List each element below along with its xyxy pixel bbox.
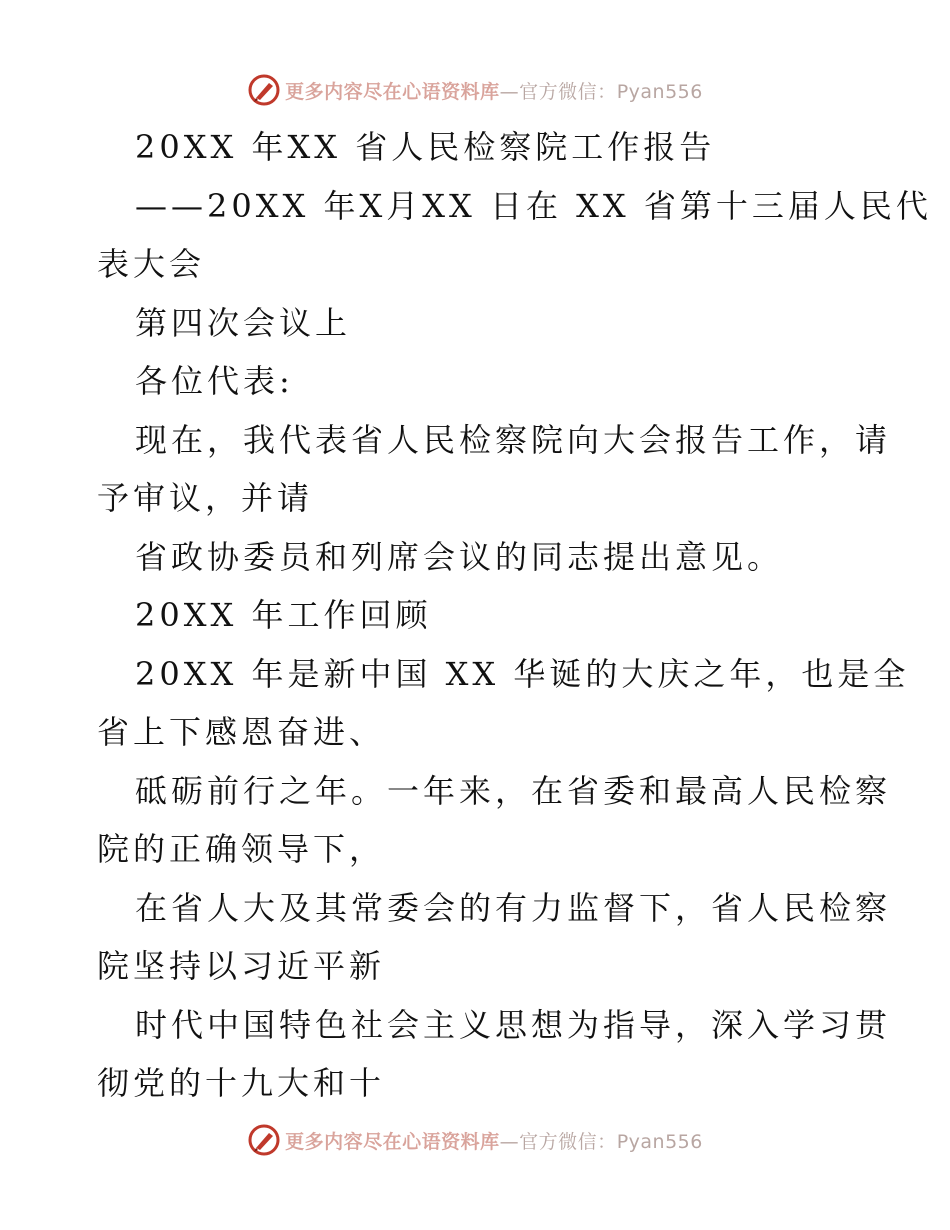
- doc-line-2: ——20XX 年X月XX 日在 XX 省第十三届人民代: [135, 186, 932, 225]
- doc-line-10: 20XX 年是新中国 XX 华诞的大庆之年，也是全: [135, 654, 910, 693]
- document-body: [97, 118, 932, 1113]
- doc-line-16: 时代中国特色社会主义思想为指导，深入学习贯: [135, 1005, 892, 1044]
- pen-circle-logo-icon: [247, 1123, 281, 1157]
- doc-line-3: 表大会: [97, 245, 206, 283]
- watermark-header: [0, 70, 950, 110]
- watermark-footer: [0, 1120, 950, 1160]
- doc-line-15: 院坚持以习近平新: [97, 947, 386, 985]
- doc-line-14: 在省人大及其常委会的有力监督下，省人民检察: [135, 888, 892, 927]
- doc-line-8: 省政协委员和列席会议的同志提出意见。: [135, 537, 784, 576]
- pen-circle-logo-icon: [247, 73, 281, 107]
- doc-line-6: 现在，我代表省人民检察院向大会报告工作，请: [135, 420, 892, 459]
- watermark-text: 更多内容尽在心语资料库—官方微信：Pyan556: [285, 1130, 703, 1153]
- doc-line-17: 彻党的十九大和十: [97, 1064, 386, 1102]
- doc-line-13: 院的正确领导下，: [97, 830, 386, 868]
- doc-line-4: 第四次会议上: [135, 303, 352, 342]
- watermark-text: 更多内容尽在心语资料库—官方微信：Pyan556: [285, 80, 703, 103]
- doc-line-12: 砥砺前行之年。一年来，在省委和最高人民检察: [135, 771, 892, 810]
- doc-line-1: 20XX 年XX 省人民检察院工作报告: [135, 128, 716, 166]
- doc-line-7: 予审议，并请: [97, 479, 314, 517]
- doc-line-9: 20XX 年工作回顾: [135, 596, 432, 634]
- doc-line-11: 省上下感恩奋进、: [97, 713, 386, 751]
- doc-line-5: 各位代表:: [135, 362, 294, 400]
